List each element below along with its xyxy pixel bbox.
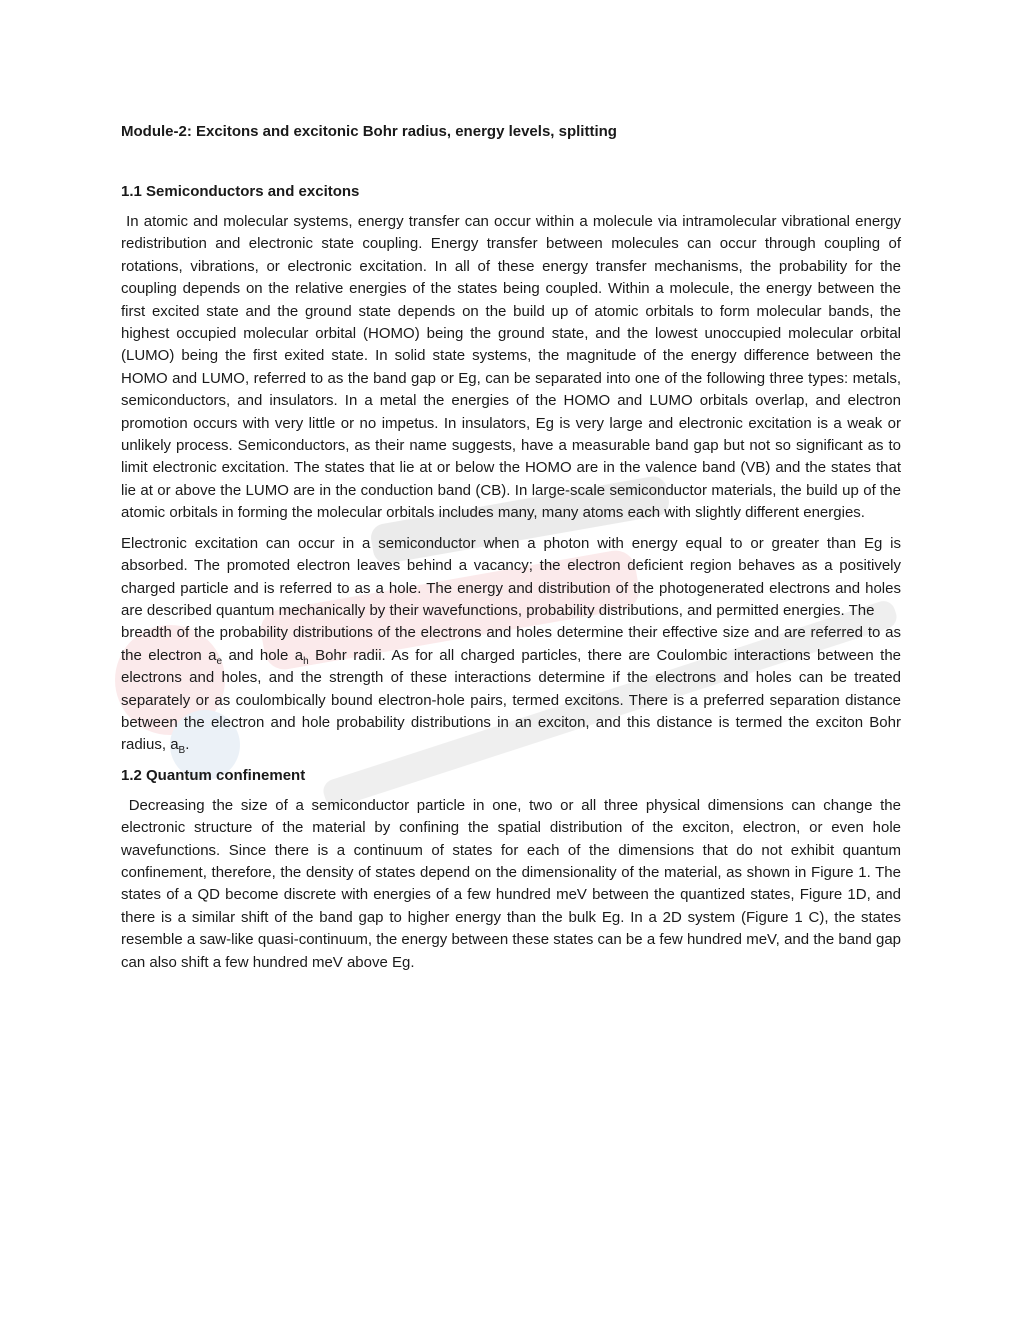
- document-page: [121, 121, 901, 982]
- paragraph-quantum-confinement-text: Decreasing the size of a semiconductor particle in one, two or all three physical dimensions can change the electronic structure of the material by confining the spatial distribution of the exciton, electron, or even hole wavefunctions. Since there is a continuum of states for each of the dimensions that do not exhibit quantum confinement, therefore, the density of states depend on the dimensionality of the material, as shown in Figure 1. The states of a QD become discrete with energies of a few hundred meV between the quantized states, Figure 1D, and there is a similar shift of the band gap to higher energy than the bulk Eg. In a 2D system (Figure 1 C), the states resemble a saw-like quasi-continuum, the energy between these states can be a few hundred meV, and the band gap can also shift a few hundred meV above Eg.: [121, 796, 901, 971]
- bohr-text-3: Bohr radii. As for all charged particles, there are Coulombic interactions between the electrons and holes, and the strength of these interactions determine if the electrons and holes can be treated separately or as coulombically bound electron-hole pairs, termed excitons. There is a preferred separation distance between the electron and hole probability distributions in an exciton, and this distance is termed the exciton Bohr radius, a: [121, 646, 901, 754]
- subscript-h: h: [303, 655, 309, 667]
- paragraph-electronic-excitation: Electronic excitation can occur in a semiconductor when a photon with energy equal to or greater than Eg is absorbed. The promoted electron leaves behind a vacancy; the electron deficient region behaves as a positively charged particle and is referred to as a hole. The energy and distribution of the photogenerated electrons and holes are described quantum mechanically by their wavefunctions, probability distributions, and permitted energies. The: [121, 534, 901, 619]
- section-heading-quantum-confinement: 1.2 Quantum confinement: [121, 766, 306, 784]
- bohr-text-1: breadth of the probability distributions of the electrons and holes determine their effective size and are referred to as the electron a: [121, 624, 901, 664]
- section-heading-semiconductors: 1.1 Semiconductors and excitons: [121, 183, 360, 200]
- paragraph-energy-transfer: [121, 211, 901, 525]
- paragraph-bohr-radii: [121, 622, 901, 756]
- bohr-text-2: and hole a: [222, 646, 304, 664]
- subscript-e: e: [216, 655, 223, 667]
- paragraph-quantum-confinement: [121, 795, 901, 974]
- paragraph-energy-transfer-text: In atomic and molecular systems, energy transfer can occur within a molecule via intramolecular vibrational energy redistribution and electronic state coupling. Energy transfer between molecules can occur through coupling of rotations, vibrations, or electronic excitation. In all of these energy transfer mechanisms, the probability for the coupling depends on the relative energies of the states being coupled. Within a molecule, the energy between the first excited state and the ground state depends on the build up of atomic orbitals to form molecular bands, the highest occupied molecular orbital (HOMO) being the ground state, and the lowest unoccupied molecular orbital (LUMO) being the first exited state. In solid state systems, the magnitude of the energy difference between the HOMO and LUMO, referred to as the band gap or Eg, can be separated into one of the following three types: metals, semiconductors, and insulators. In a metal the energies of the HOMO and LUMO orbitals overlap, and electron promotion occurs with very little or no impetus. In insulators, Eg is very large and electronic excitation is a weak or unlikely process. Semiconductors, as their name suggests, have a measurable band gap but not so significant as to limit electronic excitation. The states that lie at or below the HOMO are in the valence band (VB) and the states that lie at or above the LUMO are in the conduction band (CB). In large-scale semiconductor materials, the build up of the atomic orbitals in forming the molecular orbitals includes many, many atoms each with slightly different energies.: [121, 213, 901, 522]
- bohr-text-end: .: [185, 736, 190, 754]
- subscript-B: B: [178, 745, 186, 757]
- module-title: Module-2: Excitons and excitonic Bohr radius, energy levels, splitting: [121, 123, 617, 140]
